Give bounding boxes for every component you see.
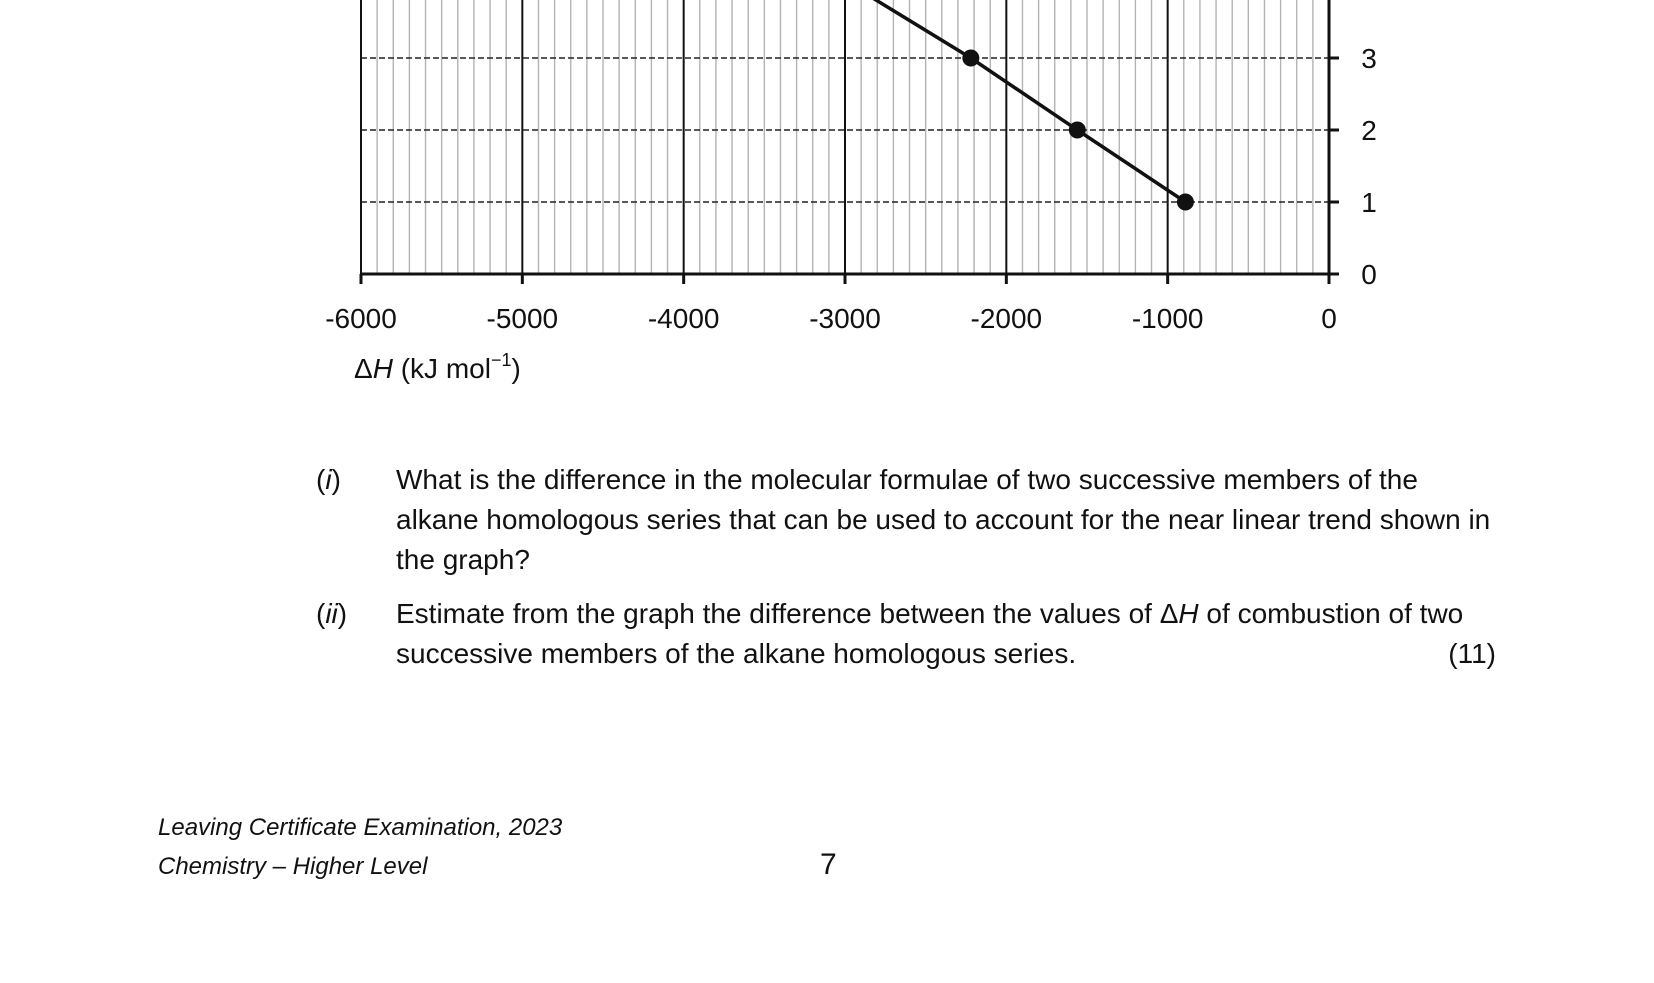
question-text: Estimate from the graph the difference between the values of ΔH of combustion of two successive members of the alkane homologous series. bbox=[396, 598, 1464, 669]
x-tick-label: -2000 bbox=[970, 303, 1043, 334]
x-tick-label: -4000 bbox=[647, 303, 720, 334]
axes bbox=[361, 0, 1339, 284]
x-tick-label: -5000 bbox=[486, 303, 559, 334]
y-tick-label: 1 bbox=[1361, 187, 1377, 218]
x-axis-label-close: ) bbox=[511, 353, 521, 384]
question-number: (i) bbox=[316, 464, 341, 495]
y-tick-label: 0 bbox=[1361, 259, 1377, 290]
question-ii bbox=[316, 594, 1496, 674]
x-tick-label: -1000 bbox=[1131, 303, 1204, 334]
x-axis-label bbox=[354, 350, 521, 385]
data-point bbox=[962, 50, 979, 67]
question-i bbox=[316, 460, 1496, 580]
x-axis-label-symbol: Δ bbox=[354, 353, 373, 384]
y-tick-label: 2 bbox=[1361, 115, 1377, 146]
question-text: What is the difference in the molecular formulae of two successive members of the alkane homologous series that can be used to account for the near linear trend shown in the graph? bbox=[396, 464, 1491, 575]
data-point bbox=[1177, 194, 1194, 211]
y-tick-label: 3 bbox=[1361, 43, 1377, 74]
data-series bbox=[853, 0, 1194, 211]
x-axis-label-unit: (kJ mol bbox=[392, 353, 491, 384]
footer-subject: Chemistry – Higher Level bbox=[158, 853, 428, 880]
tick-labels bbox=[325, 43, 1377, 334]
x-tick-label: 0 bbox=[1321, 303, 1337, 334]
marks-label: (11) bbox=[1448, 638, 1496, 669]
x-axis-label-sup: −1 bbox=[490, 350, 512, 370]
data-point bbox=[1069, 122, 1086, 139]
x-tick-label: -6000 bbox=[325, 303, 397, 334]
footer-exam-title: Leaving Certificate Examination, 2023 bbox=[158, 814, 563, 841]
question-number: (ii) bbox=[316, 598, 348, 629]
page-number: 7 bbox=[820, 848, 837, 881]
x-axis-label-italic: H bbox=[372, 353, 393, 384]
x-tick-label: -3000 bbox=[809, 303, 881, 334]
enthalpy-chart bbox=[0, 0, 1654, 400]
